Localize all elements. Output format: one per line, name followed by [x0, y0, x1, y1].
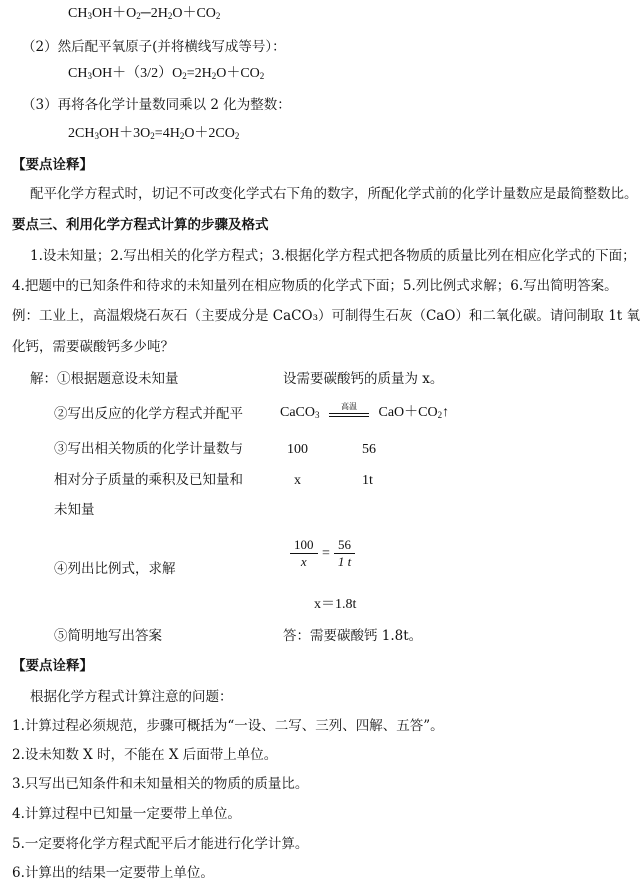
equation-unbalanced: [68, 5, 220, 25]
section-title: 要点三、利用化学方程式计算的步骤及格式: [12, 217, 269, 233]
eq-part: OH＋O: [91, 6, 137, 21]
equals-sign: =: [322, 546, 330, 561]
eq-sub: 2: [259, 71, 265, 81]
example-line-2: 化钙，需要碳酸钙多少吨？: [12, 339, 174, 355]
step-2-text: （2）然后配平氧原子(并将横线写成等号）：: [22, 39, 286, 55]
eq-bar: [329, 416, 369, 417]
value-x: x: [294, 473, 301, 488]
eq-part: O＋2CO: [184, 126, 235, 141]
eq-sub: 3: [94, 131, 99, 141]
eq-part: CH: [68, 66, 88, 81]
solution-step-4: ④列出比例式，求解: [54, 561, 176, 577]
eq-part: O＋CO: [216, 66, 260, 81]
eq-part: OH＋（3/2）O: [91, 66, 183, 81]
eq-sub: 2: [215, 11, 221, 21]
eq-part: OH＋3O: [98, 126, 151, 141]
eq-sub: 2: [437, 410, 443, 421]
value-100: 100: [287, 442, 308, 457]
eq-part: =2H: [186, 66, 212, 81]
eq-part: CaCO: [280, 405, 315, 421]
fraction-left: [290, 537, 318, 570]
note-item: 6.计算出的结果一定要带上单位。: [12, 865, 214, 881]
fraction-numerator: 56: [334, 537, 355, 554]
solution-step-1: 解：①根据题意设未知量: [30, 371, 179, 387]
result: x＝1.8t: [314, 597, 357, 612]
solution-step-3a: ③写出相关物质的化学计量数与: [54, 441, 243, 457]
reaction-equation: [280, 404, 449, 424]
eq-sub: 3: [315, 410, 320, 421]
note-item: 1.计算过程必须规范，步骤可概括为“一设、二写、三列、四解、五答”。: [12, 718, 444, 734]
note-heading-1: 【要点诠释】: [12, 157, 93, 173]
value-1t: 1t: [362, 473, 373, 488]
step-3-text: （3）再将各化学计量数同乘以 2 化为整数：: [22, 97, 291, 113]
eq-part: CaO＋CO: [378, 405, 438, 421]
steps-line-1: 1.设未知量；2.写出相关的化学方程式；3.根据化学方程式把各物质的质量比列在相应化学式的下面；: [30, 248, 636, 264]
solution-answer: 答：需要碳酸钙 1.8t。: [283, 628, 423, 644]
eq-sub: 2: [234, 131, 240, 141]
example-line-1: 例：工业上，高温煅烧石灰石（主要成分是 CaCO₃）可制得生石灰（CaO）和二氧化碳。请问制取 1t 氧: [12, 308, 640, 324]
value-56: 56: [362, 442, 376, 457]
steps-line-2: 4.把题中的已知条件和待求的未知量列在相应物质的化学式下面；5.列比例式求解；6.写出简明答案。: [12, 278, 618, 294]
note-item: 4.计算过程中已知量一定要带上单位。: [12, 806, 241, 822]
eq-bar: [329, 413, 369, 414]
equation-balanced: [68, 125, 239, 145]
fraction-right: [334, 537, 355, 570]
eq-sub: 2: [167, 11, 173, 21]
condition-label: 高温: [341, 402, 357, 411]
eq-part: 2H: [150, 6, 168, 21]
eq-part: O＋CO: [172, 6, 216, 21]
eq-sub: 2: [211, 71, 217, 81]
solution-step-3c: 未知量: [54, 502, 95, 518]
solution-step-1-right: 设需要碳酸钙的质量为 x。: [283, 371, 444, 387]
gas-arrow-icon: ↑: [442, 405, 450, 421]
fraction-denominator: 1 t: [337, 554, 352, 569]
eq-part: =4H: [154, 126, 180, 141]
note-heading-2: 【要点诠释】: [12, 658, 93, 674]
note-item: 3.只写出已知条件和未知量相关的物质的质量比。: [12, 776, 309, 792]
note-intro: 根据化学方程式计算注意的问题：: [30, 689, 233, 705]
eq-part: 2CH: [68, 126, 95, 141]
note-text-1: 配平化学方程式时，切记不可改变化学式右下角的数字，所配化学式前的化学计量数应是最简整数比。: [30, 186, 638, 202]
solution-step-2: ②写出反应的化学方程式并配平: [54, 406, 243, 422]
eq-sub: 3: [87, 11, 92, 21]
solution-step-5: ⑤简明地写出答案: [54, 628, 162, 644]
eq-sub: 2: [150, 131, 155, 141]
eq-sub: 2: [179, 131, 185, 141]
eq-sub: 2: [136, 11, 141, 21]
eq-dash: ─: [140, 6, 151, 21]
reaction-condition: [327, 404, 371, 422]
note-item: 2.设未知数 X 时，不能在 X 后面带上单位。: [12, 747, 278, 763]
fraction-numerator: 100: [290, 537, 318, 554]
eq-sub: 2: [182, 71, 187, 81]
fraction-denominator: x: [300, 554, 307, 569]
solution-step-3b: 相对分子质量的乘积及已知量和: [54, 472, 243, 488]
eq-part: CH: [68, 6, 88, 21]
note-item: 5.一定要将化学方程式配平后才能进行化学计算。: [12, 836, 309, 852]
eq-sub: 3: [87, 71, 92, 81]
equation-half-balanced: [68, 65, 264, 85]
